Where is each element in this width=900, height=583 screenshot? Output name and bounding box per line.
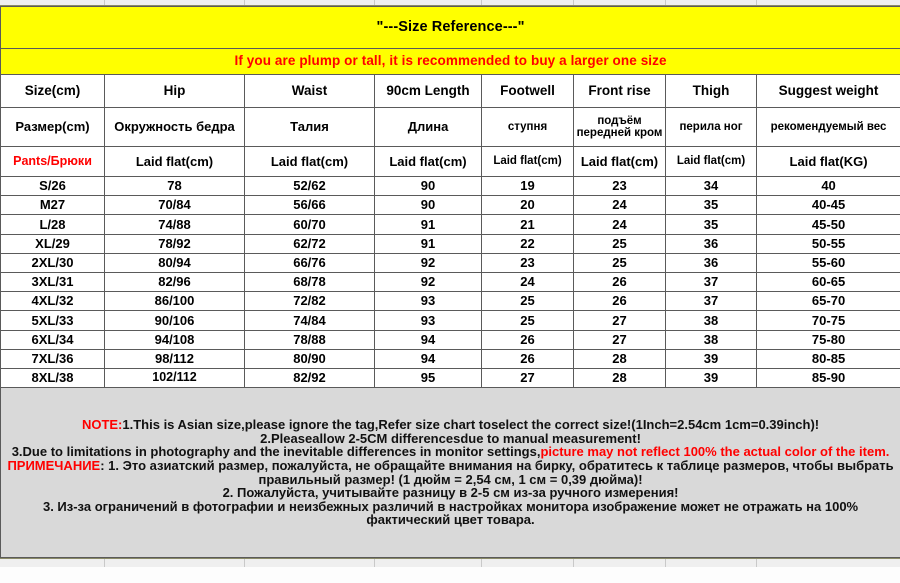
cell-hip: 94/108 <box>105 330 245 349</box>
top-grid-strip <box>0 0 900 6</box>
cell-size: L/28 <box>1 215 105 234</box>
cell-suggest-weight: 65-70 <box>757 292 900 311</box>
cell-size: 2XL/30 <box>1 253 105 272</box>
cell-thigh: 36 <box>666 234 757 253</box>
grid-tick <box>665 559 666 567</box>
note-en-3-black: 3.Due to limitations in photography and the inevitable differences in monitor settings, <box>11 444 541 460</box>
cell-footwell: 26 <box>482 349 574 368</box>
note-ru-1-text: : 1. Это азиатский размер, пожалуйста, не обращайте внимания на бирку, обратитесь к таблице размеров, чтобы выбрать правильный размер! (1 дюйм = 2,54 см, 1 см = 0,39 дюйма)! <box>100 457 894 487</box>
note-ru-1 <box>3 459 898 486</box>
banner-subtitle-row <box>1 49 900 75</box>
cell-front-rise: 26 <box>574 292 666 311</box>
col-header-hip-flat: Laid flat(cm) <box>105 147 245 177</box>
header-row-laid-flat <box>1 147 900 177</box>
cell-front-rise: 26 <box>574 272 666 291</box>
grid-tick <box>573 0 574 5</box>
cell-front-rise: 27 <box>574 330 666 349</box>
note-label-en: NOTE: <box>81 417 123 432</box>
note-ru-3: 3. Из-за ограничений в фотографии и неизбежных различий в настройках монитора изображение может не отражать на 100% фактический цвет товара. <box>42 498 859 528</box>
cell-suggest-weight: 85-90 <box>757 368 900 387</box>
cell-footwell: 27 <box>482 368 574 387</box>
col-header-waist-flat: Laid flat(cm) <box>245 147 375 177</box>
grid-tick <box>244 559 245 567</box>
note-en-3-red: picture may not reflect 100% the actual color of the item. <box>540 444 890 460</box>
notes-block <box>1 388 900 558</box>
cell-hip: 102/112 <box>105 368 245 387</box>
col-header-footwell-ru: ступня <box>482 108 574 147</box>
cell-suggest-weight: 55-60 <box>757 253 900 272</box>
grid-tick <box>374 0 375 5</box>
col-header-length-flat: Laid flat(cm) <box>375 147 482 177</box>
cell-front-rise: 28 <box>574 368 666 387</box>
notes-row <box>1 388 900 558</box>
col-header-suggest-weight: Suggest weight <box>757 75 900 108</box>
cell-thigh: 38 <box>666 311 757 330</box>
cell-hip: 82/96 <box>105 272 245 291</box>
col-header-hip-ru: Окружность бедра <box>105 108 245 147</box>
table-row <box>1 292 900 311</box>
cell-size: 4XL/32 <box>1 292 105 311</box>
col-header-length: 90cm Length <box>375 75 482 108</box>
note-en-2: 2.Pleaseallow 2-5CM differencesdue to manual measurement! <box>260 430 641 446</box>
header-row-russian <box>1 108 900 147</box>
table-row <box>1 368 900 387</box>
col-header-front-rise: Front rise <box>574 75 666 108</box>
col-header-hip: Hip <box>105 75 245 108</box>
cell-waist: 66/76 <box>245 253 375 272</box>
grid-tick <box>756 559 757 567</box>
cell-length: 95 <box>375 368 482 387</box>
cell-length: 94 <box>375 330 482 349</box>
col-header-waist: Waist <box>245 75 375 108</box>
cell-thigh: 34 <box>666 177 757 196</box>
cell-suggest-weight: 40-45 <box>757 196 900 215</box>
table-row <box>1 253 900 272</box>
grid-tick <box>244 0 245 5</box>
cell-front-rise: 23 <box>574 177 666 196</box>
cell-thigh: 38 <box>666 330 757 349</box>
col-header-length-ru: Длина <box>375 108 482 147</box>
cell-hip: 90/106 <box>105 311 245 330</box>
cell-hip: 78/92 <box>105 234 245 253</box>
cell-thigh: 39 <box>666 368 757 387</box>
cell-thigh: 39 <box>666 349 757 368</box>
cell-waist: 60/70 <box>245 215 375 234</box>
cell-footwell: 24 <box>482 272 574 291</box>
cell-length: 92 <box>375 272 482 291</box>
col-header-front-rise-flat: Laid flat(cm) <box>574 147 666 177</box>
col-header-suggest-weight-flat: Laid flat(KG) <box>757 147 900 177</box>
banner-title-row <box>1 7 900 49</box>
cell-suggest-weight: 50-55 <box>757 234 900 253</box>
col-header-thigh: Thigh <box>666 75 757 108</box>
cell-front-rise: 24 <box>574 215 666 234</box>
cell-waist: 56/66 <box>245 196 375 215</box>
grid-tick <box>481 0 482 5</box>
cell-length: 92 <box>375 253 482 272</box>
cell-front-rise: 24 <box>574 196 666 215</box>
cell-suggest-weight: 40 <box>757 177 900 196</box>
cell-footwell: 23 <box>482 253 574 272</box>
cell-suggest-weight: 60-65 <box>757 272 900 291</box>
cell-hip: 70/84 <box>105 196 245 215</box>
cell-waist: 74/84 <box>245 311 375 330</box>
note-label-ru: ПРИМЕЧАНИЕ <box>7 457 101 473</box>
cell-thigh: 37 <box>666 272 757 291</box>
bottom-grid-strip <box>0 558 900 567</box>
cell-hip: 80/94 <box>105 253 245 272</box>
cell-hip: 86/100 <box>105 292 245 311</box>
cell-front-rise: 25 <box>574 253 666 272</box>
cell-length: 91 <box>375 234 482 253</box>
col-header-waist-ru: Талия <box>245 108 375 147</box>
cell-length: 94 <box>375 349 482 368</box>
grid-tick <box>481 559 482 567</box>
table-row <box>1 177 900 196</box>
cell-front-rise: 25 <box>574 234 666 253</box>
table-row <box>1 234 900 253</box>
cell-waist: 68/78 <box>245 272 375 291</box>
cell-waist: 80/90 <box>245 349 375 368</box>
cell-suggest-weight: 45-50 <box>757 215 900 234</box>
cell-waist: 78/88 <box>245 330 375 349</box>
cell-size: 3XL/31 <box>1 272 105 291</box>
grid-tick <box>756 0 757 5</box>
col-header-thigh-ru: перила ног <box>666 108 757 147</box>
cell-length: 93 <box>375 292 482 311</box>
cell-thigh: 37 <box>666 292 757 311</box>
cell-footwell: 26 <box>482 330 574 349</box>
header-row-english <box>1 75 900 108</box>
sheet-subtitle: If you are plump or tall, it is recommended to buy a larger one size <box>1 49 900 75</box>
cell-size: 5XL/33 <box>1 311 105 330</box>
grid-tick <box>665 0 666 5</box>
col-header-suggest-weight-ru: рекомендуемый вес <box>757 108 900 147</box>
grid-tick <box>104 559 105 567</box>
cell-footwell: 25 <box>482 292 574 311</box>
note-en-1-text: 1.This is Asian size,please ignore the tag,Refer size chart toselect the correct size!(1Inch=2.54cm 1cm=0.39inch)! <box>122 417 820 432</box>
cell-hip: 78 <box>105 177 245 196</box>
cell-footwell: 21 <box>482 215 574 234</box>
note-en-1 <box>3 418 898 432</box>
cell-footwell: 22 <box>482 234 574 253</box>
cell-length: 90 <box>375 177 482 196</box>
cell-suggest-weight: 75-80 <box>757 330 900 349</box>
cell-waist: 62/72 <box>245 234 375 253</box>
grid-tick <box>374 559 375 567</box>
cell-front-rise: 27 <box>574 311 666 330</box>
table-row <box>1 215 900 234</box>
grid-tick <box>104 0 105 5</box>
sheet-title: "---Size Reference---" <box>1 7 900 49</box>
cell-size: 8XL/38 <box>1 368 105 387</box>
grid-tick <box>573 559 574 567</box>
cell-size: S/26 <box>1 177 105 196</box>
cell-footwell: 20 <box>482 196 574 215</box>
cell-footwell: 19 <box>482 177 574 196</box>
col-header-pants: Pants/Брюки <box>1 147 105 177</box>
cell-front-rise: 28 <box>574 349 666 368</box>
cell-size: 6XL/34 <box>1 330 105 349</box>
cell-suggest-weight: 70-75 <box>757 311 900 330</box>
table-row <box>1 311 900 330</box>
col-header-footwell: Footwell <box>482 75 574 108</box>
cell-length: 90 <box>375 196 482 215</box>
note-en-3 <box>3 445 898 459</box>
col-header-size: Size(cm) <box>1 75 105 108</box>
cell-length: 91 <box>375 215 482 234</box>
size-reference-table <box>0 6 900 558</box>
cell-thigh: 36 <box>666 253 757 272</box>
col-header-thigh-flat: Laid flat(cm) <box>666 147 757 177</box>
cell-size: XL/29 <box>1 234 105 253</box>
cell-thigh: 35 <box>666 215 757 234</box>
cell-length: 93 <box>375 311 482 330</box>
cell-size: M27 <box>1 196 105 215</box>
cell-suggest-weight: 80-85 <box>757 349 900 368</box>
cell-waist: 72/82 <box>245 292 375 311</box>
col-header-front-rise-ru: подъём передней кром <box>574 108 666 147</box>
note-ru-2: 2. Пожалуйста, учитывайте разницу в 2-5 см из-за ручного измерения! <box>222 485 679 501</box>
table-row <box>1 196 900 215</box>
cell-waist: 82/92 <box>245 368 375 387</box>
cell-waist: 52/62 <box>245 177 375 196</box>
table-row <box>1 272 900 291</box>
col-header-size-ru: Размер(cm) <box>1 108 105 147</box>
cell-hip: 74/88 <box>105 215 245 234</box>
cell-footwell: 25 <box>482 311 574 330</box>
cell-hip: 98/112 <box>105 349 245 368</box>
cell-size: 7XL/36 <box>1 349 105 368</box>
table-row <box>1 349 900 368</box>
table-row <box>1 330 900 349</box>
cell-thigh: 35 <box>666 196 757 215</box>
col-header-footwell-flat: Laid flat(cm) <box>482 147 574 177</box>
